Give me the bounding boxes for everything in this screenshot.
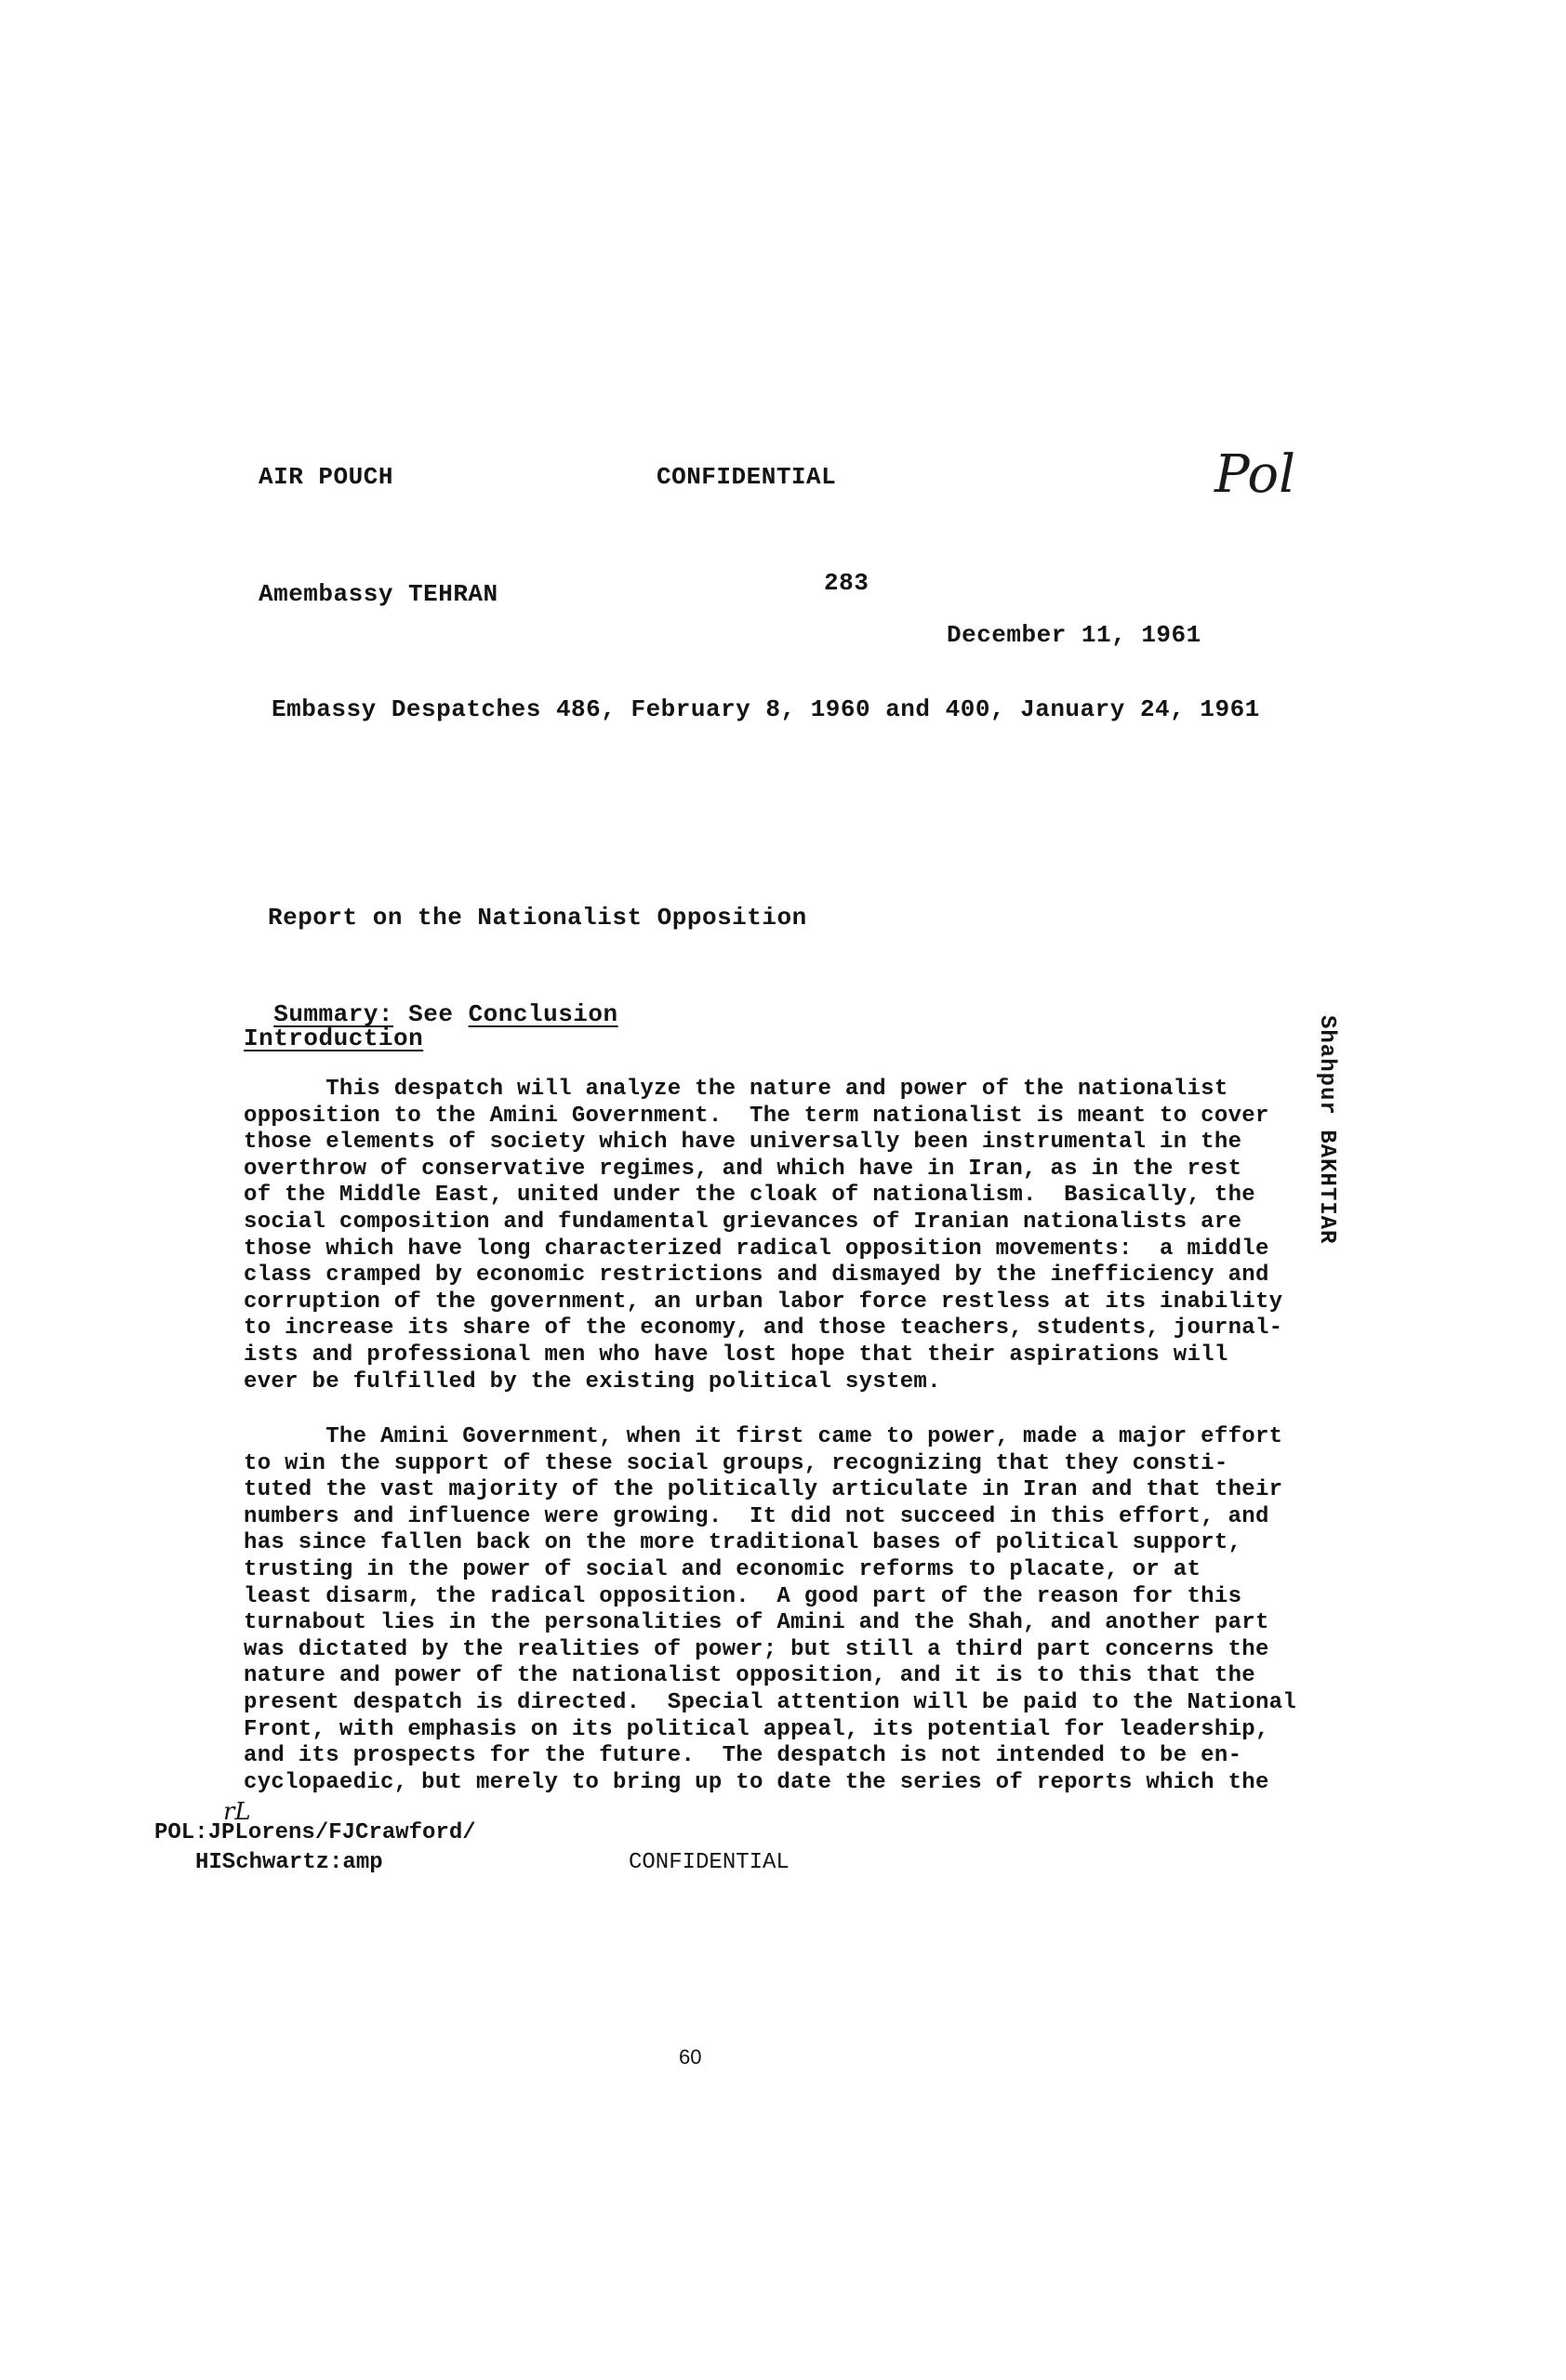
text-line: turnabout lies in the personalities of Amini and the Shah, and another part xyxy=(244,1610,1269,1636)
classification-top: CONFIDENTIAL xyxy=(657,463,837,491)
text-line: The Amini Government, when it first came to power, made a major effort xyxy=(244,1424,1283,1449)
routing-label: AIR POUCH xyxy=(259,463,393,491)
side-note xyxy=(1314,1015,1566,1245)
text-line: least disarm, the radical opposition. A good part of the reason for this xyxy=(244,1583,1242,1609)
paragraph-2 xyxy=(244,1424,1297,1796)
text-line: opposition to the Amini Government. The term nationalist is meant to cover xyxy=(244,1103,1269,1129)
despatch-date: December 11, 1961 xyxy=(947,621,1201,649)
text-line: tuted the vast majority of the politically articulate in Iran and that their xyxy=(244,1477,1283,1503)
text-line: trusting in the power of social and economic reforms to placate, or at xyxy=(244,1556,1201,1582)
text-line: overthrow of conservative regimes, and which have in Iran, as in the rest xyxy=(244,1156,1242,1182)
introduction-heading: Introduction xyxy=(244,1025,424,1052)
text-line: has since fallen back on the more traditional bases of political support, xyxy=(244,1530,1242,1556)
text-line: corruption of the government, an urban labor force restless at its inability xyxy=(244,1289,1283,1315)
side-note-text: Shahpur BAKHTIAR xyxy=(1314,1015,1339,1245)
summary-line xyxy=(244,972,618,1028)
text-line: those which have long characterized radical opposition movements: a middle xyxy=(244,1236,1269,1262)
text-line: present despatch is directed. Special attention will be paid to the National xyxy=(244,1689,1297,1715)
text-line: to win the support of these social groups, recognizing that they consti- xyxy=(244,1450,1228,1476)
text-line: was dictated by the realities of power; but still a third part concerns the xyxy=(244,1636,1269,1662)
paragraph-1 xyxy=(244,1077,1283,1395)
text-line: and its prospects for the future. The despatch is not intended to be en- xyxy=(244,1743,1242,1769)
handwritten-mark: Pol xyxy=(1214,444,1296,505)
despatch-number: 283 xyxy=(824,569,869,597)
subject-line: Report on the Nationalist Opposition xyxy=(268,904,807,932)
text-line: nature and power of the nationalist opposition, and it is to this that the xyxy=(244,1663,1255,1689)
references-line: Embassy Despatches 486, February 8, 1960 and 400, January 24, 1961 xyxy=(272,695,1260,723)
drafter-line-1: POL:JPLorens/FJCrawford/ xyxy=(154,1820,476,1845)
handwritten-initials: rL xyxy=(223,1798,251,1826)
text-line: This despatch will analyze the nature and power of the nationalist xyxy=(244,1077,1228,1102)
summary-link-conclusion: Conclusion xyxy=(468,1000,618,1028)
text-line: those elements of society which have universally been instrumental in the xyxy=(244,1130,1242,1156)
text-line: numbers and influence were growing. It did not succeed in this effort, and xyxy=(244,1503,1269,1529)
text-line: Front, with emphasis on its political appeal, its potential for leadership, xyxy=(244,1716,1269,1742)
classification-bottom: CONFIDENTIAL xyxy=(629,1850,790,1875)
text-line: ists and professional men who have lost hope that their aspirations will xyxy=(244,1342,1228,1368)
drafter-line-2: HISchwartz:amp xyxy=(195,1850,383,1875)
summary-text: See xyxy=(408,1000,454,1028)
text-line: cyclopaedic, but merely to bring up to date the series of reports which the xyxy=(244,1769,1269,1795)
text-line: to increase its share of the economy, and those teachers, students, journal- xyxy=(244,1316,1283,1342)
from-line: Amembassy TEHRAN xyxy=(259,580,498,608)
text-line: class cramped by economic restrictions and dismayed by the inefficiency and xyxy=(244,1263,1269,1289)
summary-label: Summary: xyxy=(273,1000,394,1028)
text-line: ever be fulfilled by the existing political system. xyxy=(244,1368,941,1395)
text-line: of the Middle East, united under the cloak of nationalism. Basically, the xyxy=(244,1183,1255,1209)
page-number: 60 xyxy=(679,2045,702,2069)
text-line: social composition and fundamental grievances of Iranian nationalists are xyxy=(244,1209,1242,1235)
